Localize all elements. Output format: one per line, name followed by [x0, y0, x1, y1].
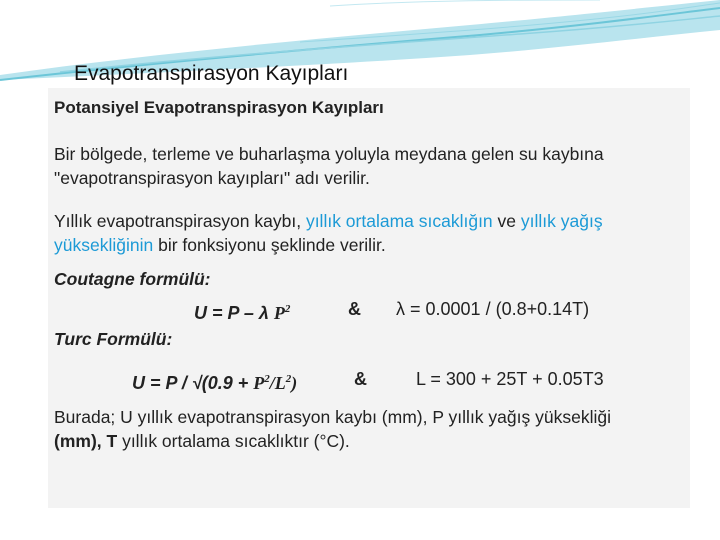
coutagne-lambda-definition: λ = 0.0001 / (0.8+0.14T)	[396, 299, 590, 319]
turc-formula-close: )	[291, 373, 298, 393]
coutagne-formula-p: P	[273, 303, 285, 323]
coutagne-formula-text: U = P – λ	[194, 303, 274, 323]
coutagne-formula	[194, 297, 290, 325]
function-text-3: bir fonksiyonu şeklinde verilir.	[153, 235, 386, 255]
turc-formula-text: U = P / √(0.9 +	[132, 373, 254, 393]
slide-title: Evapotranspirasyon Kayıpları	[74, 62, 349, 85]
coutagne-heading: Coutagne formülü:	[54, 269, 211, 289]
turc-heading: Turc Formülü:	[54, 329, 173, 349]
highlight-temperature: yıllık ortalama sıcaklığın	[305, 211, 493, 231]
turc-formula-row	[54, 361, 690, 397]
definition-line-2: "evapotranspirasyon kayıpları" adı verilir.	[54, 168, 370, 188]
turc-ampersand: &	[354, 369, 367, 389]
highlight-precipitation: yıllık yağış	[520, 211, 603, 231]
turc-L-definition: L = 300 + 25T + 0.05T3	[416, 369, 604, 389]
note-line-2-bold: (mm), T	[54, 431, 118, 451]
function-text-2: ve	[492, 211, 521, 231]
turc-formula-exponent-2: 2	[285, 373, 292, 385]
section-heading: Potansiyel Evapotranspirasyon Kayıpları	[54, 98, 384, 117]
note-line-2-rest: yıllık ortalama sıcaklıktır (°C).	[117, 431, 350, 451]
highlight-height: yüksekliğinin	[54, 235, 154, 255]
function-paragraph-line-1	[54, 209, 690, 233]
note-line-1: Burada; U yıllık evapotranspirasyon kaybı (mm), P yıllık yağış yüksekliği	[54, 407, 611, 427]
function-paragraph-line-2	[54, 233, 690, 257]
function-text-1: Yıllık evapotranspirasyon kaybı,	[54, 211, 306, 231]
turc-formula	[132, 367, 297, 395]
note-line-2	[54, 429, 690, 453]
turc-formula-exponent-1: 2	[264, 373, 270, 385]
coutagne-formula-exponent: 2	[284, 303, 291, 315]
turc-formula-divisor: /L	[269, 373, 286, 393]
coutagne-ampersand: &	[348, 299, 361, 319]
turc-formula-p: P	[253, 373, 265, 393]
definition-line-1: Bir bölgede, terleme ve buharlaşma yoluyla meydana gelen su kaybına	[54, 144, 604, 164]
content-body	[54, 96, 690, 453]
coutagne-formula-row	[54, 291, 690, 327]
